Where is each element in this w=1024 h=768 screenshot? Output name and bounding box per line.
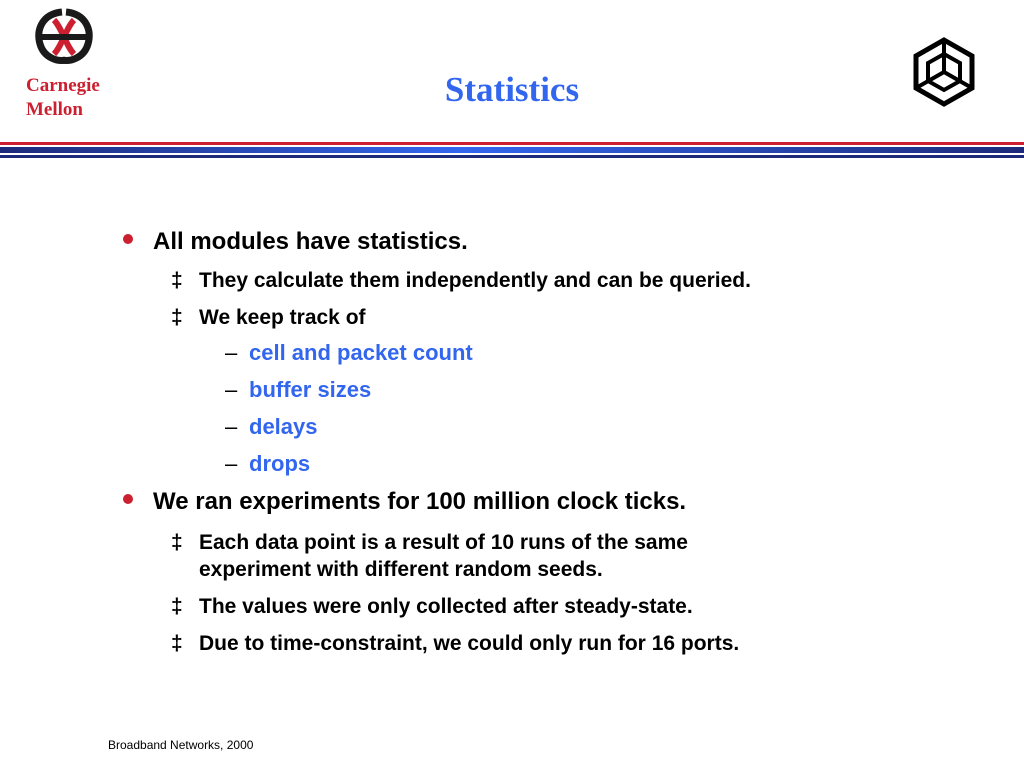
tracked-item-text: buffer sizes — [249, 377, 372, 402]
bullet-1-sub-2 — [171, 304, 366, 331]
bullet-2 — [153, 488, 686, 516]
slide-title: Statistics — [444, 70, 580, 109]
dash-bullet: – — [225, 340, 238, 365]
cmu-wordmark-line1: Carnegie — [26, 75, 100, 96]
bullet-2-sub-2 — [171, 593, 693, 620]
bullet-1-sub-1-text: They calculate them independently and can be queried. — [199, 269, 751, 292]
bullet-2-sub-1-line2: experiment with different random seeds. — [199, 558, 603, 581]
double-dagger-bullet: ‡ — [171, 269, 183, 292]
tracked-item — [225, 377, 372, 403]
red-dot-bullet — [123, 494, 133, 504]
tracked-item-text: drops — [249, 451, 311, 476]
dash-bullet: – — [225, 414, 238, 439]
tracked-item-text: delays — [249, 414, 318, 439]
double-dagger-bullet: ‡ — [171, 306, 183, 329]
bullet-2-text: We ran experiments for 100 million clock ticks. — [153, 488, 687, 515]
bullet-2-sub-3-text: Due to time-constraint, we could only run for 16 ports. — [199, 632, 740, 655]
dash-bullet: – — [225, 377, 238, 402]
tracked-item — [225, 414, 318, 440]
double-dagger-bullet: ‡ — [171, 595, 183, 618]
bullet-1-text: All modules have statistics. — [153, 228, 468, 255]
bullet-1 — [153, 228, 468, 256]
bullet-2-sub-1 — [171, 529, 688, 583]
footer-text: Broadband Networks, 2000 — [108, 738, 254, 752]
tracked-item — [225, 451, 311, 477]
bullet-2-sub-2-text: The values were only collected after steady-state. — [199, 595, 693, 618]
bullet-2-sub-1-line1: Each data point is a result of 10 runs of the same — [199, 531, 688, 554]
bullet-2-sub-3 — [171, 630, 740, 657]
bullet-1-sub-2-text: We keep track of — [199, 306, 366, 329]
double-dagger-bullet: ‡ — [171, 632, 183, 655]
red-dot-bullet — [123, 234, 133, 244]
bullet-1-sub-1 — [171, 267, 751, 294]
tracked-item-text: cell and packet count — [249, 340, 473, 365]
dash-bullet: – — [225, 451, 238, 476]
tracked-item — [225, 340, 473, 366]
cmu-wordmark-line2: Mellon — [26, 99, 83, 120]
double-dagger-bullet: ‡ — [171, 531, 183, 554]
